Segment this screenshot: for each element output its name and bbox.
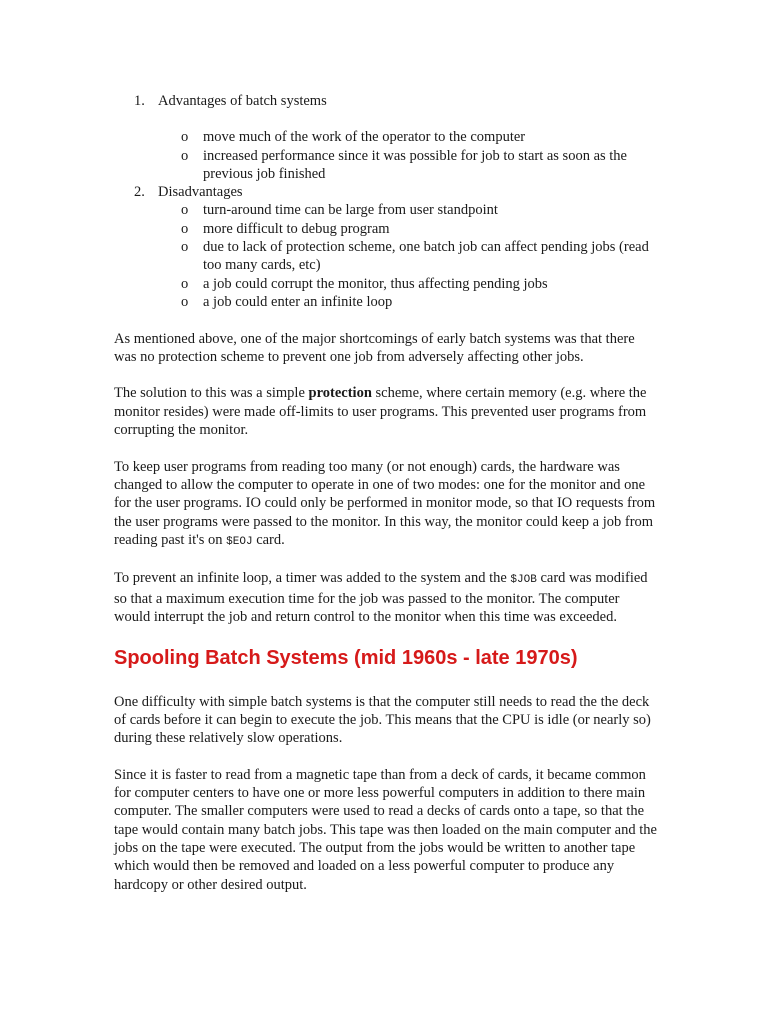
- list-item: o move much of the work of the operator to the computer: [181, 129, 526, 146]
- paragraph-timer: To prevent an infinite loop, a timer was added to the system and the $JOB card was modified so that a maximum execution time for the job was passed to the monitor. The computer would interrupt the job and return control to the monitor when this time was exceeded.: [114, 570, 648, 626]
- bullet-icon: o: [181, 129, 189, 146]
- bullet-icon: o: [181, 220, 189, 237]
- list-item-advantages: [114, 92, 659, 183]
- code-job: $JOB: [510, 574, 537, 587]
- paragraph-tape: Since it is faster to read from a magnetic tape than from a deck of cards, it became common for computer centers to have one or more less powerful computers in addition to there main computer. The smaller computers were used to read a decks of cards onto a tape, so that the tape would contain many batch jobs. This tape was then loaded on the main computer and the jobs on the tape were executed. The output from the jobs would be written to another tape which would then be removed and loaded on a less powerful computer to produce any hardcopy or other desired output.: [114, 766, 657, 893]
- list-number: 2.: [134, 184, 145, 201]
- section-heading: Spooling Batch Systems (mid 1960s - late 1970s): [114, 646, 578, 669]
- bullet-icon: o: [181, 275, 189, 292]
- list-label: Disadvantages: [158, 184, 243, 201]
- list-item: o increased performance since it was possible for job to start as soon as the previous job finished: [181, 147, 627, 182]
- list-item-disadvantages: [114, 183, 659, 311]
- code-eoj: $EOJ: [226, 535, 253, 548]
- list-item: o more difficult to debug program: [181, 220, 390, 237]
- list-number: 1.: [134, 93, 145, 109]
- paragraph-shortcomings: As mentioned above, one of the major shortcomings of early batch systems was that there was no protection scheme to prevent one job from adversely affecting other jobs.: [114, 330, 635, 365]
- list-item: o a job could enter an infinite loop: [181, 293, 393, 310]
- list-item: o due to lack of protection scheme, one batch job can affect pending jobs (read too many cards, etc): [181, 239, 649, 274]
- document-page: [114, 92, 659, 912]
- list-item: o turn-around time can be large from user standpoint: [181, 202, 498, 219]
- bullet-icon: o: [181, 293, 189, 310]
- bold-term: protection: [308, 385, 372, 402]
- paragraph-modes: To keep user programs from reading too many (or not enough) cards, the hardware was changed to allow the computer to operate in one of two modes: one for the monitor and one for the user programs. IO could only be performed in monitor mode, so that IO requests from the user programs were passed to the monitor. In this way, the monitor could keep a job from reading past it's on $EOJ card.: [114, 458, 656, 548]
- paragraph-protection: The solution to this was a simple protection scheme, where certain memory (e.g. where the monitor resides) were made off-limits to user programs. This prevented user programs from corrupting the monitor.: [114, 385, 647, 439]
- list-label: Advantages of batch systems: [158, 93, 327, 109]
- list-item: o a job could corrupt the monitor, thus affecting pending jobs: [181, 275, 548, 292]
- paragraph-difficulty: One difficulty with simple batch systems is that the computer still needs to read the the deck of cards before it can begin to execute the job. This means that the CPU is idle (or nearly so) during these relatively slow operations.: [114, 693, 651, 747]
- disadvantages-sublist: [158, 201, 659, 311]
- bullet-icon: o: [181, 147, 189, 164]
- advantages-sublist: [158, 128, 659, 183]
- bullet-icon: o: [181, 239, 189, 256]
- bullet-icon: o: [181, 202, 189, 219]
